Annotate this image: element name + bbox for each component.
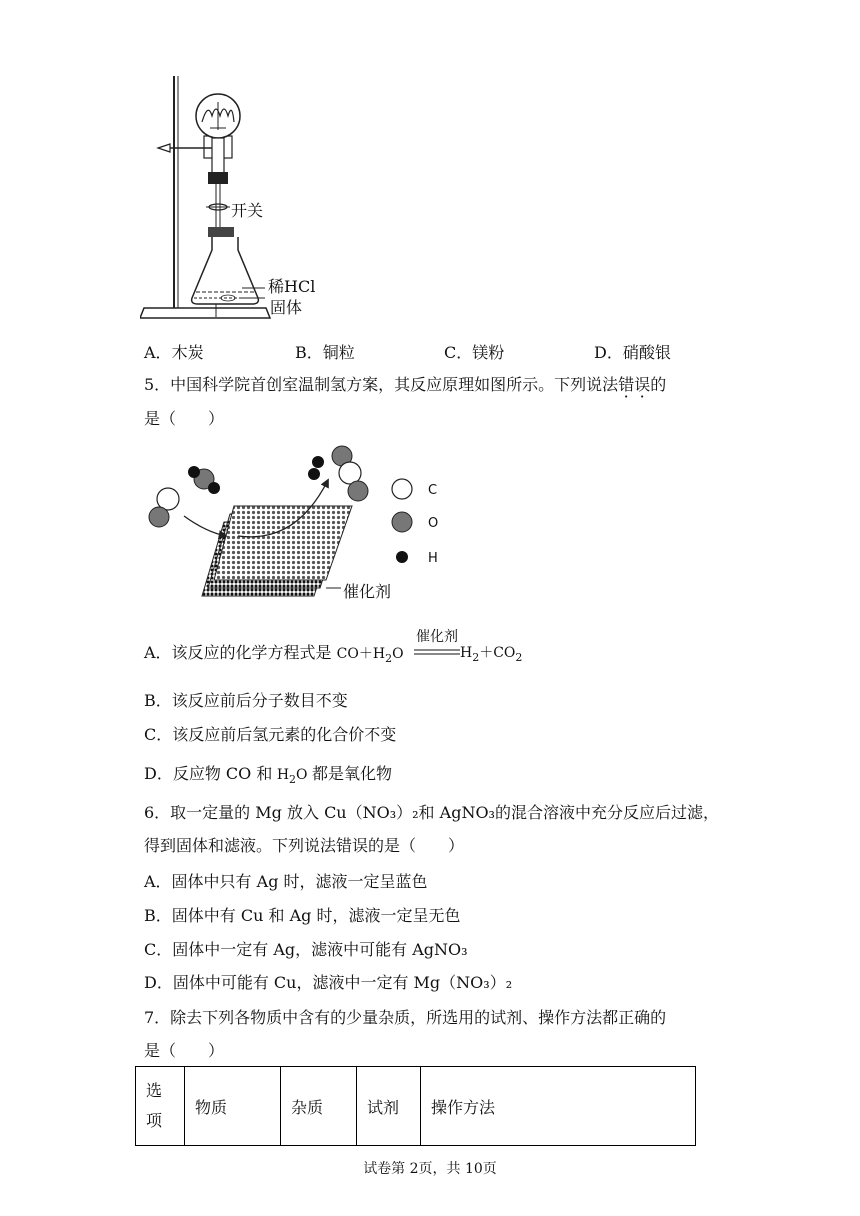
q5-option-a	[144, 642, 404, 670]
option-letter: D．	[594, 343, 623, 362]
q5-option-d	[144, 763, 392, 791]
option-letter: A．	[144, 343, 172, 362]
table-header-cell: 杂质	[281, 1067, 357, 1146]
option-text: D．反应物 CO 和	[144, 764, 273, 783]
q4-option-c	[444, 342, 504, 364]
page-footer: 试卷第 2页，共 10页	[363, 1161, 497, 1177]
option-text: 都是氧化物	[311, 764, 392, 783]
equation-catalyst: 催化剂	[416, 629, 458, 645]
q4-option-a	[144, 342, 204, 364]
option-text: 硝酸银	[622, 343, 671, 362]
q4-option-d	[594, 342, 671, 364]
q5-option-c: C．该反应前后氢元素的化合价不变	[144, 725, 397, 744]
legend-c-label: C	[428, 483, 438, 498]
q5-stem-line2: 是（ ）	[144, 409, 225, 428]
solid-label: 固体	[270, 298, 303, 317]
table-header-cell	[136, 1067, 185, 1146]
equation-products: $H_2+CO_2$	[460, 645, 523, 664]
table-header-row	[136, 1067, 696, 1146]
table-header-cell: 试剂	[357, 1067, 421, 1146]
option-text: 镁粉	[472, 343, 505, 362]
stem-text: 5．中国科学院首创室温制氢方案，其反应原理如图所示。下列说法	[144, 375, 619, 394]
emphasis-char: 错	[618, 375, 635, 394]
q6-stem-line1: 6．取一定量的 Mg 放入 Cu（NO₃）₂和 AgNO₃的混合溶液中充分反应后过滤，	[144, 803, 719, 822]
equation-equals-sign	[414, 648, 460, 656]
legend-o-label: O	[428, 516, 439, 531]
stem-text: 的	[650, 375, 667, 394]
option-letter: B．	[295, 343, 323, 362]
q5-stem-line1	[144, 374, 666, 396]
q7-table	[135, 1066, 696, 1146]
option-text: 铜粒	[322, 343, 355, 362]
acid-label: 稀HCl	[268, 277, 316, 296]
emphasis-char: 误	[634, 375, 651, 394]
switch-label: 开关	[231, 201, 264, 220]
chemical-equation: $CO+H_2O$	[336, 646, 404, 665]
q7-stem-line1: 7．除去下列各物质中含有的少量杂质，所选用的试剂、操作方法都正确的	[144, 1008, 667, 1027]
q6-option-d: D．固体中可能有 Cu，滤液中一定有 Mg（NO₃）₂	[144, 973, 513, 992]
q6-option-c: C．固体中一定有 Ag，滤液中可能有 AgNO₃	[144, 940, 468, 959]
q6-stem-line2: 得到固体和滤液。下列说法错误的是（ ）	[144, 836, 465, 855]
legend-h-label: H	[428, 551, 438, 566]
option-text: A．该反应的化学方程式是	[144, 643, 332, 662]
q6-option-b: B．固体中有 Cu 和 Ag 时，滤液一定呈无色	[144, 906, 461, 925]
reaction-diagram	[146, 440, 466, 605]
table-header-cell: 操作方法	[421, 1067, 696, 1146]
q5-option-b: B．该反应前后分子数目不变	[144, 691, 348, 710]
catalyst-label: 催化剂	[343, 582, 392, 601]
water-formula: $H_2O$	[272, 767, 312, 786]
q7-stem-line2: 是（ ）	[144, 1041, 225, 1060]
table-header-cell: 物质	[185, 1067, 281, 1146]
option-text: 木炭	[171, 343, 204, 362]
q4-option-b	[295, 342, 355, 364]
q6-option-a: A．固体中只有 Ag 时，滤液一定呈蓝色	[144, 872, 428, 891]
option-letter: C．	[444, 343, 473, 362]
header-text: 选项	[146, 1081, 163, 1130]
